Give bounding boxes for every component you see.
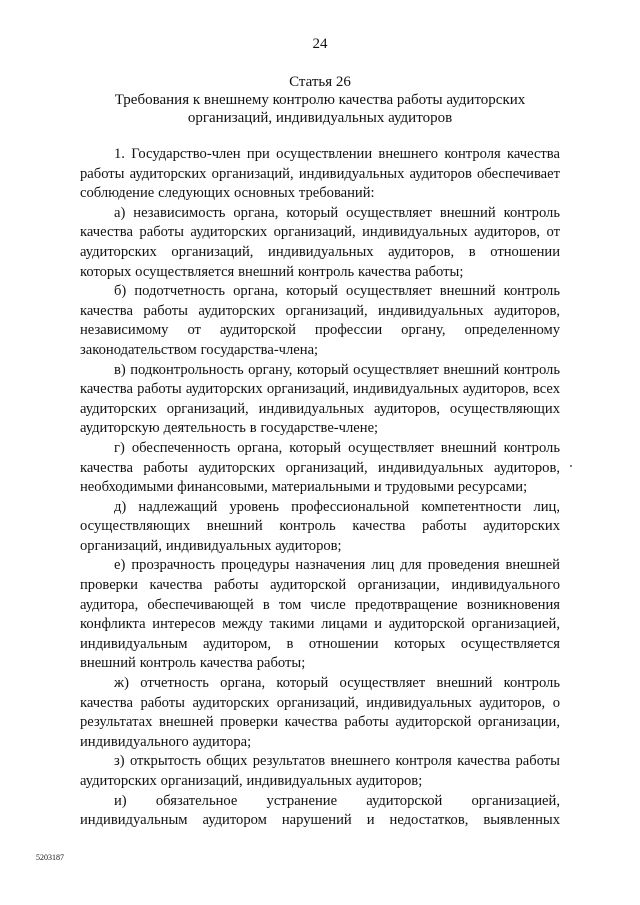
item-g: г) обеспеченность органа, который осуществляет внешний контроль качества работы аудиторских организаций, индивидуальных аудиторов, необходимыми финансовыми, материальными и трудовыми ресурсами;	[80, 439, 560, 496]
item-v: в) подконтрольность органу, который осуществляет внешний контроль качества работы аудиторских организаций, индивидуальных аудиторов, всех аудиторских организаций, индивидуальных аудиторов, осуществляющих аудиторскую деятельность в государстве-члене;	[80, 361, 560, 437]
item-z: з) открытость общих результатов внешнего контроля качества работы аудиторских организаций, индивидуальных аудиторов;	[80, 753, 560, 789]
item-zh: ж) отчетность органа, который осуществляет внешний контроль качества работы аудиторских организаций, индивидуальных аудиторов, о результатах внешней проверки качества работы аудиторской организации, индивидуального аудитора;	[80, 675, 560, 750]
item-e: е) прозрачность процедуры назначения лиц для проведения внешней проверки качества работы аудиторской организации, индивидуального аудитора, обеспечивающей в том числе предотвращение возникновения конфликта интересов между такими лицами и аудиторской организацией, индивидуальным аудитором, в отношении которых осуществляется внешний контроль качества работы;	[80, 557, 560, 672]
article-title-line-1: Требования к внешнему контролю качества работы аудиторских	[114, 92, 526, 108]
article-header	[80, 73, 560, 127]
paragraph-1-intro: 1. Государство-член при осуществлении внешнего контроля качества работы аудиторских организаций, индивидуальных аудиторов обеспечивает соблюдение следующих основных требований:	[80, 146, 560, 202]
article-title-line-2: организаций, индивидуальных аудиторов	[187, 110, 453, 126]
item-a: а) независимость органа, который осуществляет внешний контроль качества работы аудиторских организаций, индивидуальных аудиторов, от аудиторских организаций, индивидуальных аудиторов, в отношении которых осуществляется внешний контроль качества работы;	[80, 204, 560, 280]
item-d: д) надлежащий уровень профессиональной компетентности лиц, осуществляющих внешний контроль качества работы аудиторских организаций, индивидуальных аудиторов;	[80, 498, 560, 554]
item-b: б) подотчетность органа, который осуществляет внешний контроль качества работы аудиторских организаций, индивидуальных аудиторов, независимому от аудиторской профессии органу, определенному законодательством государства-члена;	[80, 283, 560, 358]
footer-code: 5203187	[36, 853, 64, 862]
article-body	[80, 145, 560, 831]
article-number: Статья 26	[289, 74, 351, 90]
scan-speck	[570, 465, 572, 467]
page-number: 24	[312, 36, 328, 52]
item-i: и) обязательное устранение аудиторской организацией, индивидуальным аудитором нарушений и недостатков, выявленных	[80, 792, 560, 829]
